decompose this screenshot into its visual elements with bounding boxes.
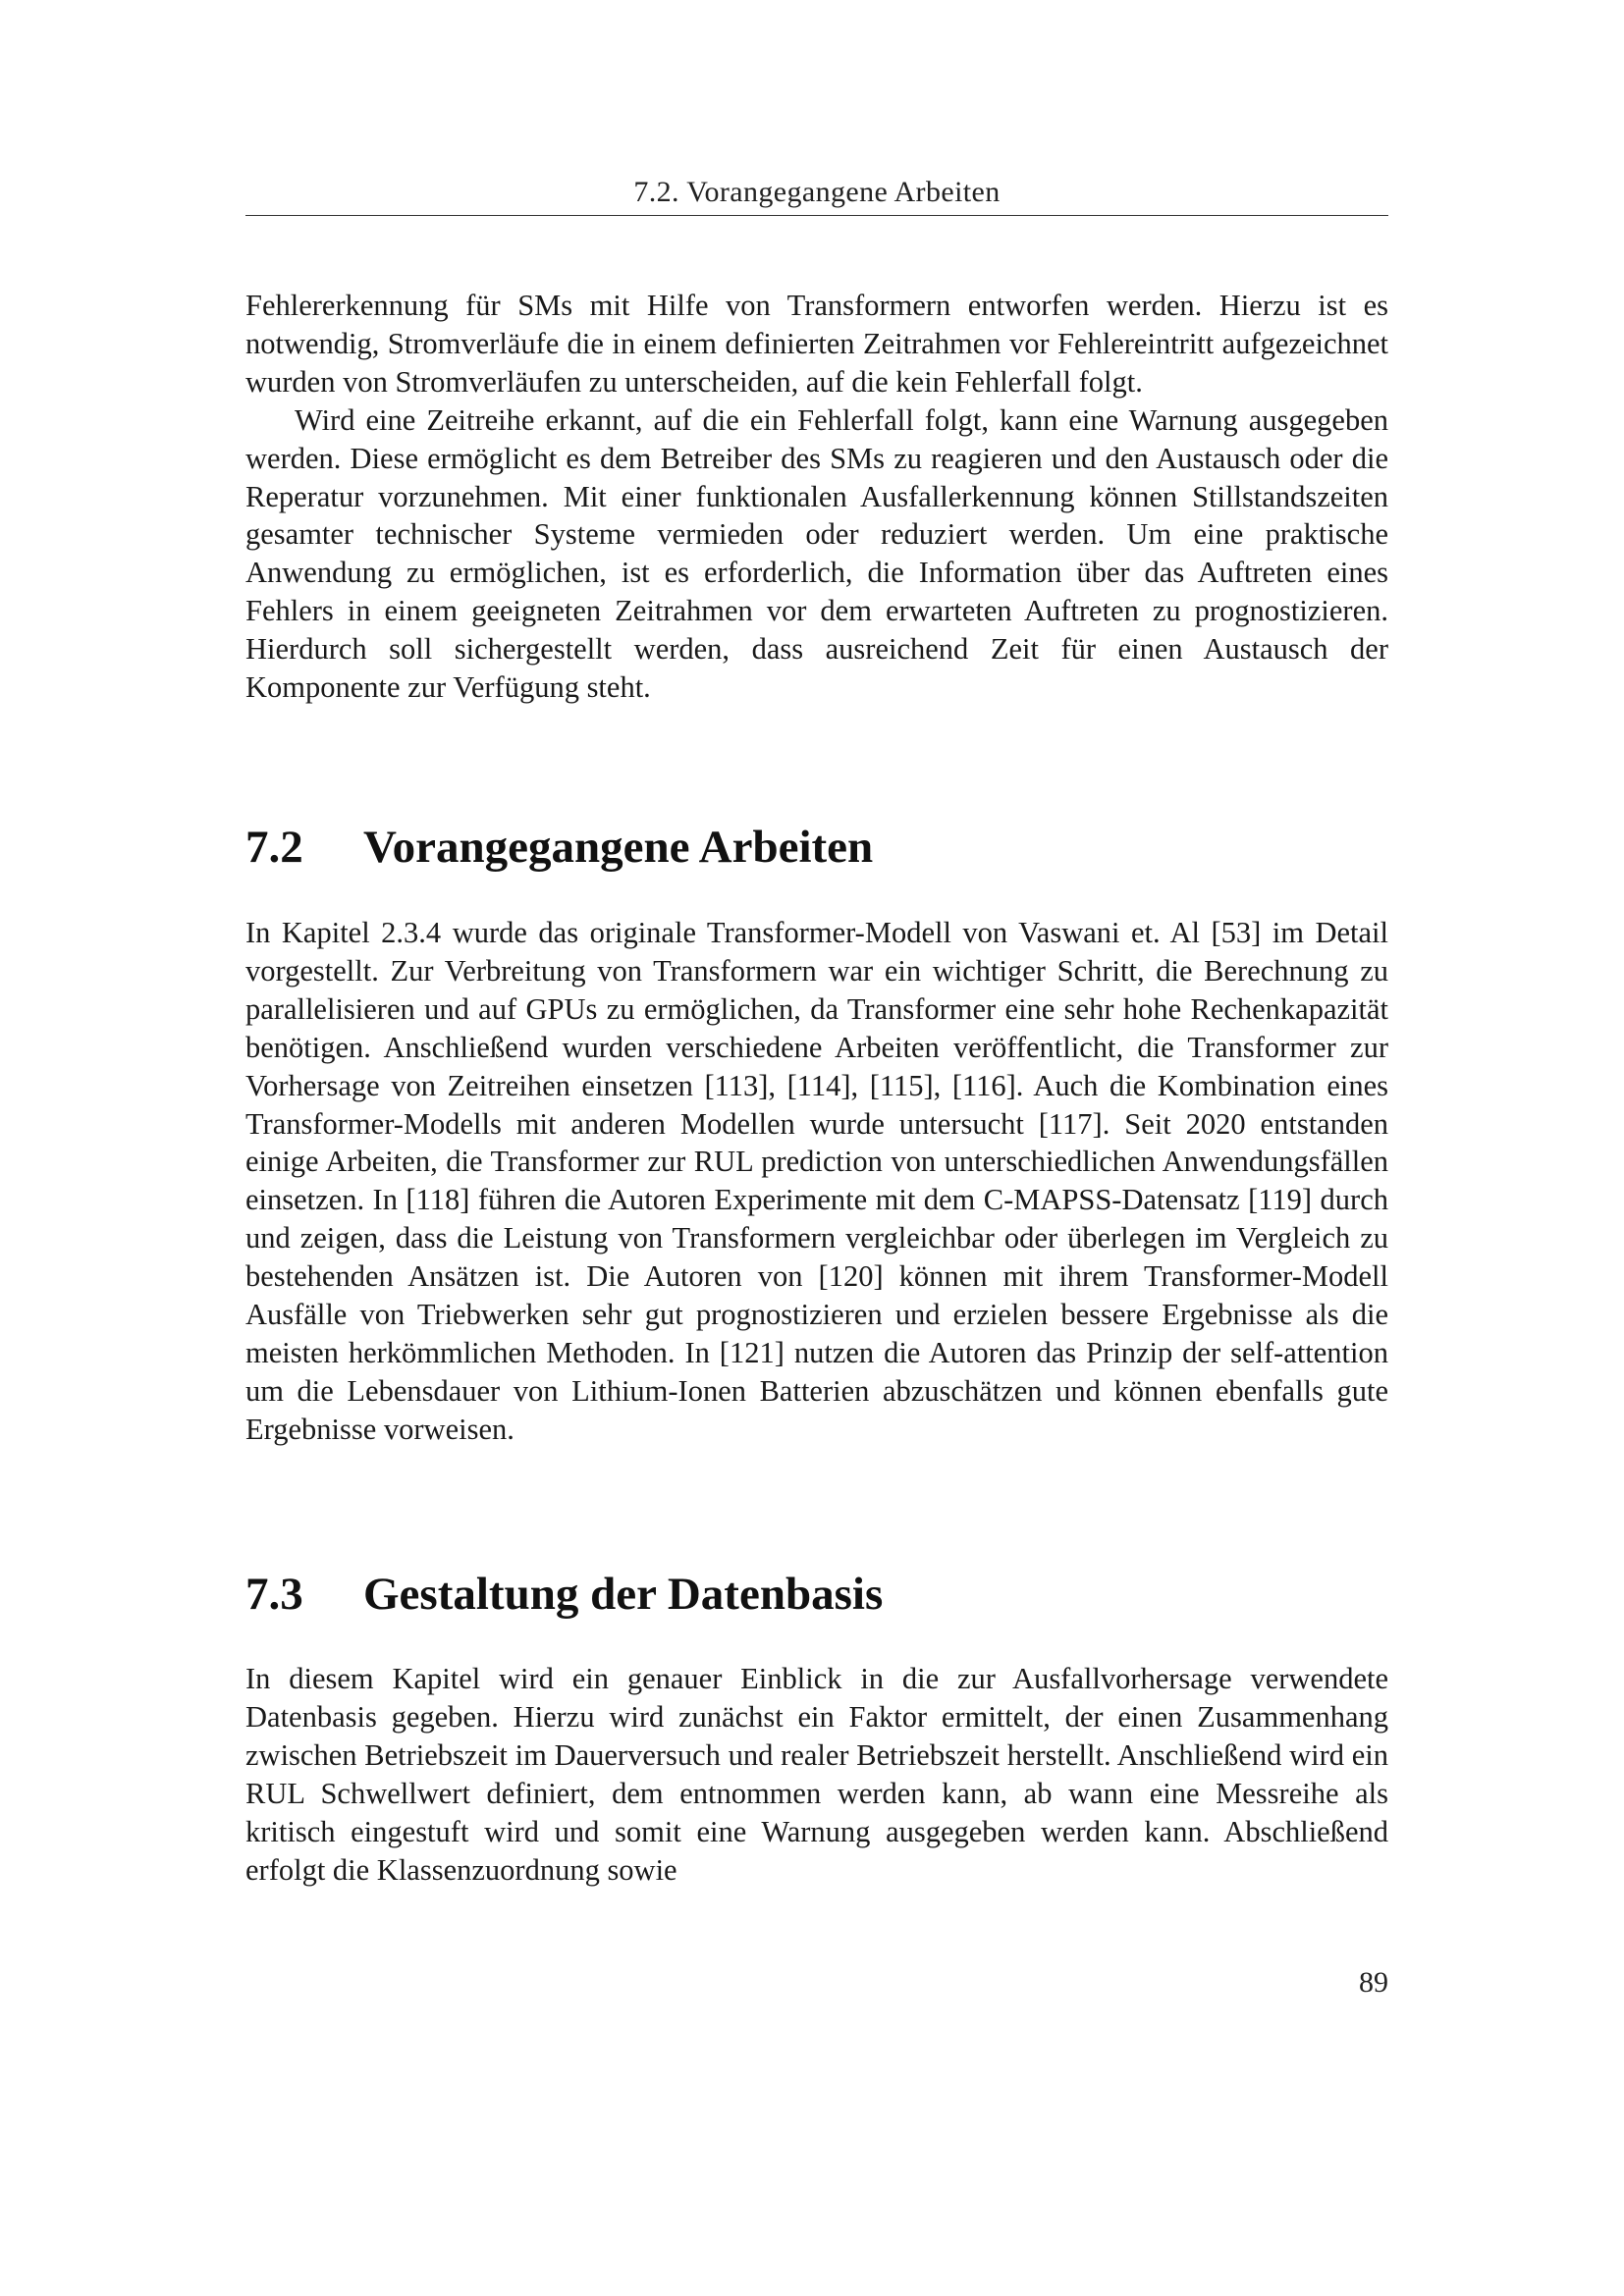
paragraph: Wird eine Zeitreihe erkannt, auf die ein Fehlerfall folgt, kann eine Warnung ausgegeben werden. Diese ermöglicht es dem Betreiber des SMs zu reagieren und den Austausch oder die Reperatur vorzunehmen. Mit einer funktionalen Ausfallerkennung können Stillstandszeiten gesamter technischer Systeme vermieden oder reduziert werden. Um eine praktische Anwendung zu ermöglichen, ist es erforderlich, die Information über das Auftreten eines Fehlers in einem geeigneten Zeitrahmen vor dem erwarteten Auftreten zu prognostizieren. Hierdurch soll sichergestellt werden, dass ausreichend Zeit für einen Austausch der Komponente zur Verfügung steht. <box>245 402 1388 705</box>
section-title: Vorangegangene Arbeiten <box>363 822 874 873</box>
section-number: 7.3 <box>245 1569 303 1620</box>
section-heading-7-3 <box>245 1565 1388 1624</box>
section-number: 7.2 <box>245 822 303 873</box>
continuation-text <box>245 287 1388 707</box>
header-rule <box>245 215 1388 216</box>
paragraph: Fehlererkennung für SMs mit Hilfe von Transformern entworfen werden. Hierzu ist es notwendig, Stromverläufe die in einem definierten Zeitrahmen vor Fehlereintritt aufgezeichnet wurden von Stromverläufen zu unterscheiden, auf die kein Fehlerfall folgt. <box>245 289 1388 399</box>
section-7-3-body <box>245 1660 1388 1889</box>
page-number: 89 <box>1359 1966 1388 1999</box>
paragraph: In diesem Kapitel wird ein genauer Einblick in die zur Ausfallvorhersage verwendete Datenbasis gegeben. Hierzu wird zunächst ein Faktor ermittelt, der einen Zusammenhang zwischen Betriebszeit im Dauerversuch und realer Betriebszeit herstellt. Anschließend wird ein RUL Schwellwert definiert, dem entnommen werden kann, ab wann eine Messreihe als kritisch eingestuft wird und somit eine Warnung ausgegeben werden kann. Abschließend erfolgt die Klassenzuordnung sowie <box>245 1662 1388 1887</box>
paragraph: In Kapitel 2.3.4 wurde das originale Transformer-Modell von Vaswani et. Al [53] im Detail vorgestellt. Zur Verbreitung von Transformern war ein wichtiger Schritt, die Berechnung zu parallelisieren und auf GPUs zu ermöglichen, da Transformer eine sehr hohe Rechenkapazität benötigen. Anschließend wurden verschiedene Arbeiten veröffentlicht, die Transformer zur Vorhersage von Zeitreihen einsetzen [113], [114], [115], [116]. Auch die Kombination eines Transformer-Modells mit anderen Modellen wurde untersucht [117]. Seit 2020 entstanden einige Arbeiten, die Transformer zur RUL prediction von unterschiedlichen Anwendungsfällen einsetzen. In [118] führen die Autoren Experimente mit dem C-MAPSS-Datensatz [119] durch und zeigen, dass die Leistung von Transformern vergleichbar oder überlegen im Vergleich zu bestehenden Ansätzen ist. Die Autoren von [120] können mit ihrem Transformer-Modell Ausfälle von Triebwerken sehr gut prognostizieren und erzielen bessere Ergebnisse als die meisten herkömmlichen Methoden. In [121] nutzen die Autoren das Prinzip der self-attention um die Lebensdauer von Lithium-Ionen Batterien abzuschätzen und können ebenfalls gute Ergebnisse vorweisen. <box>245 916 1388 1446</box>
section-heading-7-2 <box>245 818 1388 877</box>
section-title: Gestaltung der Datenbasis <box>363 1569 884 1620</box>
section-7-2-body <box>245 914 1388 1449</box>
running-header: 7.2. Vorangegangene Arbeiten <box>633 176 1001 208</box>
